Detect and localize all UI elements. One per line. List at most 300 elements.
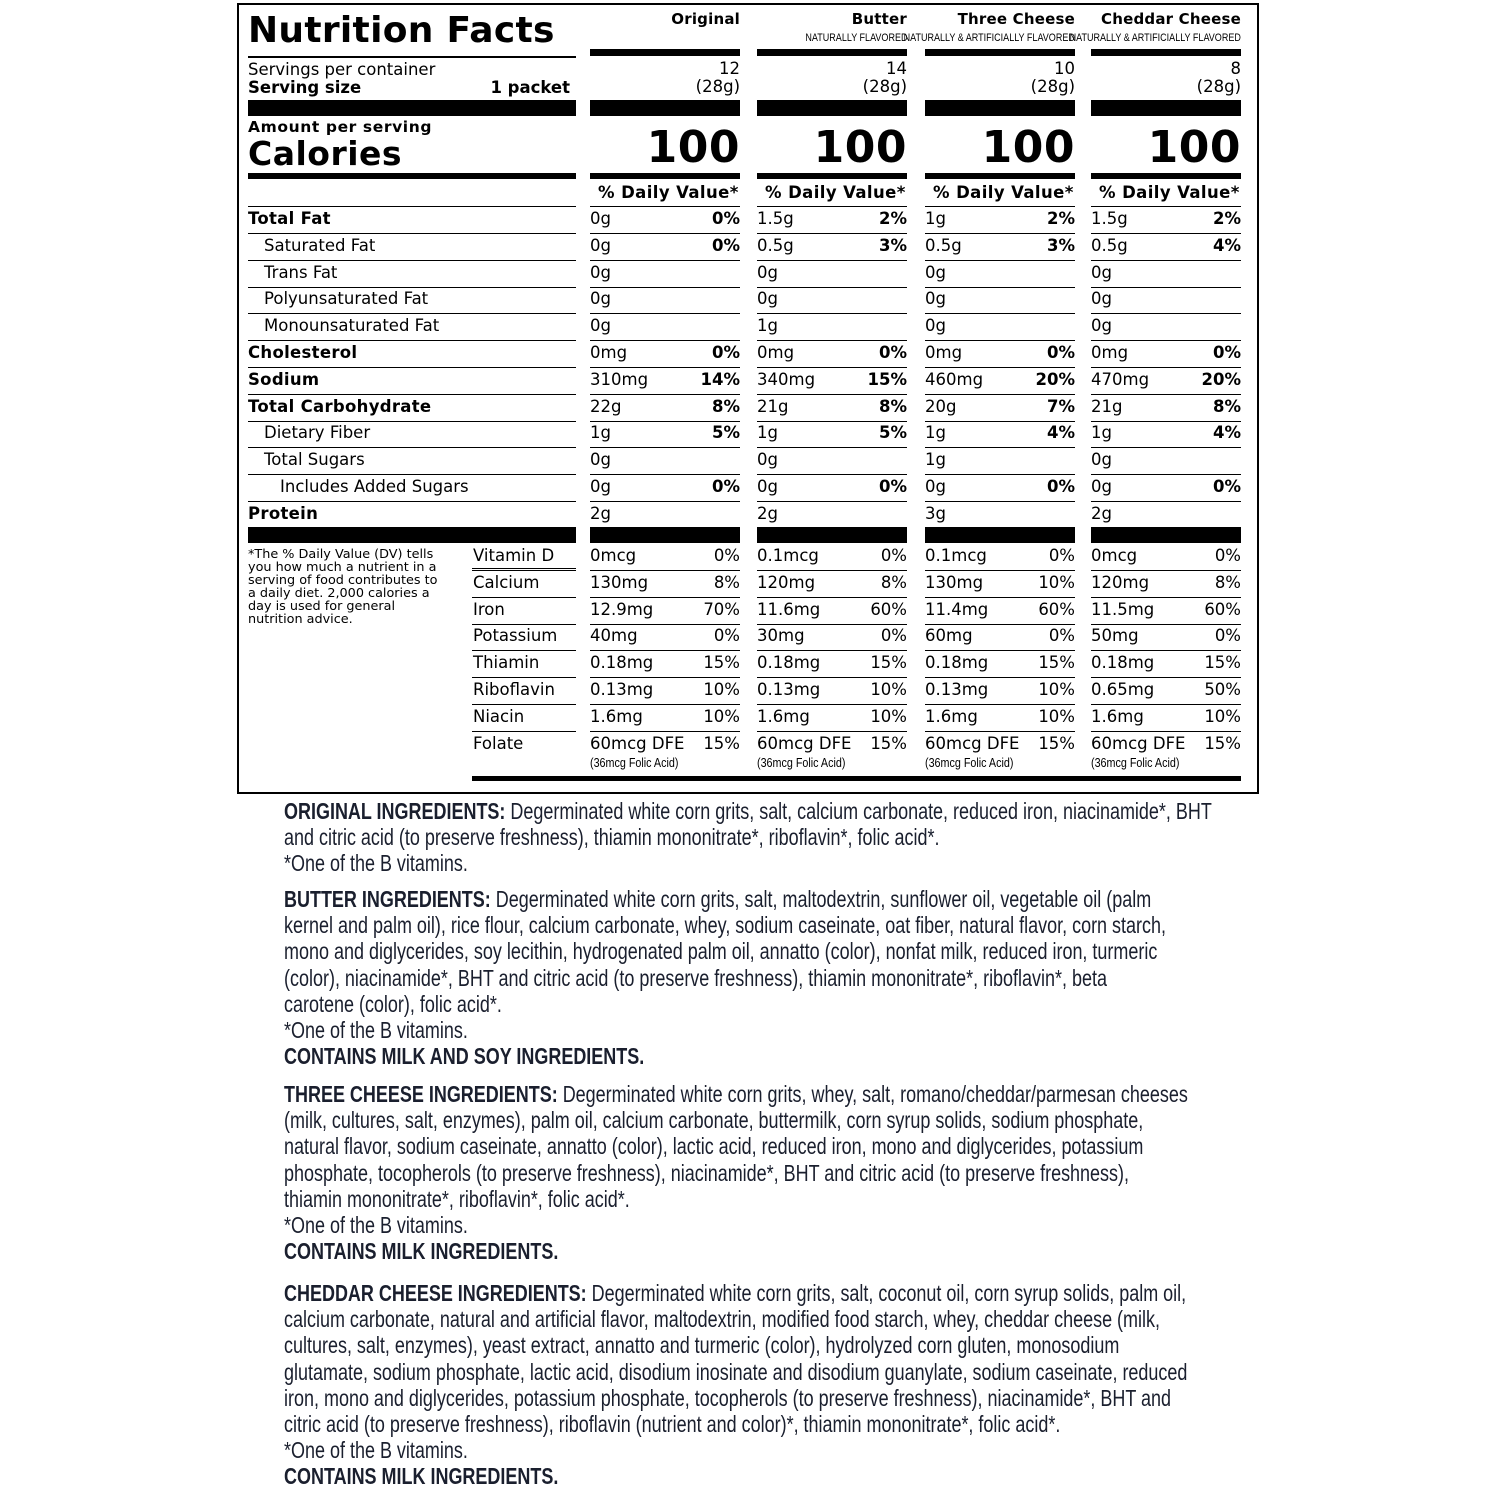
calories-rule (757, 173, 907, 179)
vitamin-daily-value: 10% (703, 680, 740, 699)
allergen-statement: CONTAINS MILK INGREDIENTS. (284, 1463, 559, 1490)
servings-count: 12 (719, 59, 740, 78)
nutrient-amount: 1.5g (757, 209, 794, 228)
vitamin-daily-value: 0% (1048, 626, 1075, 646)
daily-value-header: % Daily Value* (765, 183, 906, 202)
ingredients-heading: ORIGINAL INGREDIENTS: (284, 798, 506, 824)
nutrient-daily-value: 2% (1046, 209, 1075, 228)
vitamin-name: Potassium (473, 626, 558, 646)
vitamin-daily-value: 10% (703, 706, 740, 726)
ingredients-line (284, 798, 1217, 824)
row-rule (925, 287, 1075, 288)
nutrient-name: Total Sugars (264, 450, 365, 470)
row-rule (1091, 501, 1241, 502)
nutrient-amount: 1.5g (1091, 209, 1128, 228)
row-rule (590, 260, 740, 261)
nutrient-name: Total Fat (248, 209, 331, 228)
product-flavor-note: NATURALLY & ARTIFICIALLY FLAVORED (903, 32, 1075, 44)
serving-size-value: 1 packet (490, 78, 570, 97)
ingredients-text: natural flavor, sodium caseinate, annatto (color), lactic acid, reduced iron, mono and diglycerides, potassium (284, 1133, 1144, 1160)
row-rule (590, 501, 740, 502)
ingredients-block-2 (284, 1081, 1217, 1264)
nutrient-amount: 0g (590, 316, 611, 336)
vitamin-daily-value: 10% (1204, 706, 1241, 726)
ingredients-block-1 (284, 886, 1217, 1069)
nutrient-daily-value: 0% (878, 477, 907, 496)
vitamin-amount: 0mcg (1091, 546, 1138, 565)
product-title-rule (757, 49, 907, 56)
nutrient-name: Monounsaturated Fat (264, 316, 440, 336)
folic-acid-note: (36mcg Folic Acid) (757, 756, 846, 770)
vitamin-daily-value: 15% (703, 653, 740, 673)
vitamin-amount: 0.1mcg (757, 546, 819, 565)
row-rule (1091, 260, 1241, 261)
vitamin-amount: 130mg (590, 572, 649, 592)
nutrient-amount: 0g (1091, 450, 1112, 470)
servings-per-container-label: Servings per container (248, 60, 436, 79)
servings-count: 8 (1230, 59, 1241, 78)
amount-per-serving-label: Amount per serving (248, 118, 433, 136)
vitamin-amount: 130mg (925, 572, 984, 592)
product-column-1 (757, 0, 907, 790)
vitamin-name: Calcium (473, 572, 540, 592)
ingredients-line (284, 1160, 1217, 1186)
servings-per-container (863, 60, 907, 96)
ingredients-text: *One of the B vitamins. (284, 1212, 468, 1239)
dv-rule (248, 206, 576, 207)
nutrient-amount: 0mg (1091, 343, 1129, 362)
ingredients-line (284, 1081, 1217, 1107)
ingredients-text: Degerminated white corn grits, salt, coconut oil, corn syrup solids, palm oil, (586, 1280, 1187, 1306)
nutrient-daily-value: 2% (1212, 209, 1241, 228)
product-column-3 (1069, 0, 1241, 790)
ingredients-line (284, 938, 1217, 964)
vitamin-amount: 0.65mg (1091, 680, 1155, 699)
nutrient-amount: 1g (590, 423, 611, 443)
nutrient-name: Includes Added Sugars (280, 477, 469, 496)
nutrient-daily-value: 8% (878, 396, 907, 416)
vitamin-daily-value: 8% (1214, 572, 1241, 592)
ingredients-line (284, 824, 1217, 850)
ingredients-heading: BUTTER INGREDIENTS: (284, 886, 491, 912)
nutrient-daily-value: 8% (711, 396, 740, 416)
ingredients-text: *One of the B vitamins. (284, 850, 468, 877)
nutrient-amount: 2g (590, 503, 611, 523)
nutrient-daily-value: 0% (711, 209, 740, 228)
dv-rule (925, 206, 1075, 207)
nutrient-name: Saturated Fat (264, 235, 376, 255)
nutrient-amount: 0g (590, 209, 611, 228)
nutrient-daily-value: 0% (1046, 477, 1075, 496)
serving-weight: (28g) (695, 77, 740, 96)
product-name: Original (671, 10, 740, 28)
row-rule (1091, 447, 1241, 448)
serving-size (248, 78, 570, 98)
ingredients-block-0 (284, 798, 1217, 877)
calories-rule (590, 173, 740, 179)
ingredients-line (284, 1186, 1217, 1212)
vitamin-daily-value: 10% (1038, 706, 1075, 726)
vitamin-daily-value: 10% (1038, 680, 1075, 699)
row-rule (757, 260, 907, 261)
row-rule (925, 313, 1075, 314)
vitamin-amount: 0mcg (590, 546, 637, 565)
nutrient-daily-value: 0% (1046, 343, 1075, 362)
ingredients-line (284, 965, 1217, 991)
vitamin-daily-value: 60% (870, 599, 907, 619)
nutrient-daily-value: 4% (1212, 423, 1241, 443)
vitamin-daily-value: 70% (703, 599, 740, 619)
nutrient-amount: 0.5g (1091, 235, 1128, 255)
nutrient-daily-value: 0% (1212, 477, 1241, 496)
nutrient-name: Trans Fat (264, 262, 338, 282)
vitamin-daily-value: 0% (1214, 626, 1241, 646)
daily-value-header: % Daily Value* (598, 183, 739, 202)
serving-weight: (28g) (1030, 77, 1075, 96)
vitamin-amount: 1.6mg (1091, 706, 1144, 726)
product-column-0 (590, 0, 740, 790)
nutrient-amount: 460mg (925, 369, 984, 389)
serving-weight: (28g) (1196, 77, 1241, 96)
nutrient-amount: 22g (590, 396, 622, 416)
ingredients-text: iron, mono and diglycerides, potassium phosphate, tocopherols (to preserve freshness), niacinamide*, BHT and (284, 1384, 1172, 1411)
row-rule (757, 501, 907, 502)
vitamin-amount: 11.4mg (925, 599, 989, 619)
ingredients-text: cultures, salt, enzymes), yeast extract, annatto and turmeric (color), hydrolyzed corn gluten, monosodium (284, 1332, 1120, 1359)
daily-value-header: % Daily Value* (933, 183, 1074, 202)
nutrient-name: Protein (248, 503, 319, 523)
nutrient-amount: 0g (757, 289, 778, 309)
protein-rule (248, 527, 576, 543)
row-rule (757, 447, 907, 448)
vitamin-name: Niacin (473, 706, 525, 726)
servings-count: 10 (1054, 59, 1075, 78)
title-rule (248, 56, 576, 58)
nutrient-amount: 0g (757, 477, 778, 496)
ingredients-text: thiamin mononitrate*, riboflavin*, folic acid*. (284, 1185, 630, 1212)
row-rule (757, 313, 907, 314)
nutrient-daily-value: 0% (711, 477, 740, 496)
calories-value: 100 (646, 122, 740, 173)
calories-rule (925, 173, 1075, 179)
ingredients-line (284, 912, 1217, 938)
nutrient-amount: 0mg (925, 343, 963, 362)
vitamin-amount: 60mcg DFE (925, 733, 1020, 753)
product-name: Three Cheese (957, 10, 1075, 28)
nutrient-amount: 0g (925, 289, 946, 309)
vitamin-amount: 11.5mg (1091, 599, 1155, 619)
ingredients-line (284, 1359, 1217, 1385)
row-rule (925, 447, 1075, 448)
servings-per-container (696, 60, 740, 96)
nutrient-daily-value: 8% (1212, 396, 1241, 416)
nutrient-amount: 0.5g (925, 235, 962, 255)
vitamin-amount: 30mg (757, 626, 805, 646)
calories-rule (248, 173, 576, 179)
nutrient-amount: 0mg (590, 343, 628, 362)
ingredients-text: Degerminated white corn grits, salt, calcium carbonate, reduced iron, niacinamide*, BHT (505, 798, 1212, 824)
nutrient-name: Sodium (248, 369, 320, 389)
vitamin-daily-value: 0% (713, 626, 740, 646)
ingredients-text: citric acid (to preserve freshness), riboflavin (nutrient and color)*, thiamin mononitrate*, folic acid*. (284, 1411, 1061, 1438)
thick-rule (925, 100, 1075, 116)
vitamin-daily-value: 15% (1204, 653, 1241, 673)
ingredients-line (284, 1306, 1217, 1332)
servings-per-container (1197, 60, 1241, 96)
dv-rule (590, 206, 740, 207)
vitamin-amount: 1.6mg (590, 706, 643, 726)
nutrient-amount: 1g (925, 423, 946, 443)
vitamin-amount: 60mcg DFE (1091, 733, 1186, 753)
vitamin-daily-value: 0% (880, 546, 907, 565)
folic-acid-note: (36mcg Folic Acid) (1091, 756, 1180, 770)
vitamin-amount: 50mg (1091, 626, 1139, 646)
nutrient-amount: 0g (1091, 316, 1112, 336)
thick-rule (1091, 100, 1241, 116)
nutrient-amount: 0g (925, 316, 946, 336)
nutrient-amount: 3g (925, 503, 946, 523)
ingredients-text: Degerminated white corn grits, salt, maltodextrin, sunflower oil, vegetable oil (palm (490, 886, 1152, 912)
ingredients-block-3 (284, 1280, 1217, 1490)
nutrient-daily-value: 15% (867, 369, 907, 389)
nutrient-daily-value: 14% (700, 369, 740, 389)
nutrient-daily-value: 0% (711, 235, 740, 255)
vitamin-daily-value: 15% (870, 653, 907, 673)
product-flavor-note: NATURALLY FLAVORED (804, 32, 907, 44)
thick-rule (590, 100, 740, 116)
nutrient-daily-value: 5% (711, 423, 740, 443)
vitamin-amount: 0.13mg (590, 680, 654, 699)
nutrient-amount: 0g (1091, 262, 1112, 282)
daily-value-header: % Daily Value* (1099, 183, 1240, 202)
daily-value-footnote: *The % Daily Value (DV) tells you how much a nutrient in a serving of food contributes to a daily diet. 2,000 calories a day is used for general nutrition advice. (248, 547, 438, 627)
nutrient-name: Polyunsaturated Fat (264, 289, 429, 309)
dv-rule (1091, 206, 1241, 207)
ingredients-line (284, 850, 1217, 876)
nutrient-daily-value: 20% (1035, 369, 1075, 389)
product-title-rule (590, 49, 740, 56)
vitamin-amount: 40mg (590, 626, 638, 646)
ingredients-line (284, 1133, 1217, 1159)
protein-rule (925, 527, 1075, 543)
vitamin-daily-value: 0% (713, 546, 740, 565)
nutrient-daily-value: 2% (878, 209, 907, 228)
ingredients-line (284, 1437, 1217, 1463)
product-column-2 (903, 0, 1075, 790)
vitamin-amount: 0.18mg (757, 653, 821, 673)
vitamin-daily-value: 15% (1038, 733, 1075, 753)
folic-acid-note: (36mcg Folic Acid) (590, 756, 679, 770)
nutrient-daily-value: 4% (1046, 423, 1075, 443)
row-rule (1091, 287, 1241, 288)
nutrient-amount: 0g (590, 289, 611, 309)
vitamin-amount: 1.6mg (757, 706, 810, 726)
nutrient-daily-value: 5% (878, 423, 907, 443)
serving-size-label: Serving size (248, 78, 362, 97)
nutrient-name: Dietary Fiber (264, 423, 371, 443)
nutrient-amount: 0.5g (757, 235, 794, 255)
ingredients-text: carotene (color), folic acid*. (284, 990, 502, 1017)
product-name: Butter (851, 10, 907, 28)
row-rule (757, 287, 907, 288)
vitamin-amount: 0.18mg (1091, 653, 1155, 673)
servings-per-container (1031, 60, 1075, 96)
ingredients-text: calcium carbonate, natural and artificial flavor, maltodextrin, modified food starch, whey, cheddar cheese (milk, (284, 1306, 1160, 1333)
nutrient-daily-value: 0% (711, 343, 740, 362)
vitamin-name: Thiamin (473, 653, 540, 673)
row-rule (590, 447, 740, 448)
vitamin-daily-value: 10% (870, 680, 907, 699)
nutrient-amount: 20g (925, 396, 957, 416)
row-rule (925, 260, 1075, 261)
thick-rule (757, 100, 907, 116)
ingredients-text: kernel and palm oil), rice flour, calcium carbonate, whey, sodium caseinate, oat fiber, natural flavor, corn starch, (284, 912, 1166, 939)
ingredients-heading: THREE CHEESE INGREDIENTS: (284, 1081, 558, 1107)
servings-count: 14 (886, 59, 907, 78)
vitamin-amount: 0.18mg (925, 653, 989, 673)
vitamin-amount: 60mcg DFE (590, 733, 685, 753)
vitamin-daily-value: 10% (870, 706, 907, 726)
nutrient-amount: 310mg (590, 369, 649, 389)
vitamin-daily-value: 60% (1038, 599, 1075, 619)
product-name: Cheddar Cheese (1100, 10, 1241, 28)
nutrient-amount: 0mg (757, 343, 795, 362)
nutrient-amount: 0g (925, 477, 946, 496)
nutrient-amount: 340mg (757, 369, 816, 389)
nutrient-daily-value: 3% (1046, 235, 1075, 255)
row-rule (590, 287, 740, 288)
vitamin-amount: 12.9mg (590, 599, 654, 619)
product-flavor-note: NATURALLY & ARTIFICIALLY FLAVORED (1069, 32, 1241, 44)
ingredients-text: (color), niacinamide*, BHT and citric acid (to preserve freshness), thiamin mononitrate*, riboflavin*, beta (284, 964, 1108, 991)
ingredients-line (284, 1017, 1217, 1043)
nutrient-daily-value: 0% (878, 343, 907, 362)
calories-label: Calories (248, 134, 403, 173)
ingredients-line (284, 1332, 1217, 1358)
nutrient-amount: 1g (925, 450, 946, 470)
nutrient-amount: 2g (1091, 503, 1112, 523)
nutrient-amount: 0g (590, 262, 611, 282)
vitamin-daily-value: 15% (1204, 733, 1241, 753)
allergen-statement: CONTAINS MILK AND SOY INGREDIENTS. (284, 1043, 645, 1070)
vitamin-daily-value: 60% (1204, 599, 1241, 619)
nutrient-amount: 21g (1091, 396, 1123, 416)
vitamin-daily-value: 15% (870, 733, 907, 753)
protein-rule (1091, 527, 1241, 543)
ingredients-text: mono and diglycerides, soy lecithin, hydrogenated palm oil, annatto (color), nonfat milk, reduced iron, turmeric (284, 938, 1158, 965)
nutrient-amount: 0g (757, 262, 778, 282)
nutrient-amount: 0g (590, 450, 611, 470)
ingredients-text: *One of the B vitamins. (284, 1017, 468, 1044)
calories-rule (1091, 173, 1241, 179)
vitamin-amount: 0.1mcg (925, 546, 987, 565)
nutrient-amount: 1g (925, 209, 946, 228)
nutrient-amount: 0g (925, 262, 946, 282)
nutrient-amount: 1g (757, 316, 778, 336)
vitamin-daily-value: 0% (880, 626, 907, 646)
ingredients-line (284, 991, 1217, 1017)
vitamin-name: Folate (473, 733, 524, 753)
vitamin-daily-value: 50% (1204, 680, 1241, 699)
nutrient-amount: 21g (757, 396, 789, 416)
folic-acid-note: (36mcg Folic Acid) (925, 756, 1014, 770)
vitamin-name: Iron (473, 599, 505, 619)
vitamin-daily-value: 15% (1038, 653, 1075, 673)
ingredients-line (284, 1107, 1217, 1133)
nutrient-daily-value: 4% (1212, 235, 1241, 255)
row-rule (590, 313, 740, 314)
nutrient-amount: 0g (1091, 477, 1112, 496)
vitamin-amount: 120mg (757, 572, 816, 592)
calories-value: 100 (981, 122, 1075, 173)
nutrient-name: Cholesterol (248, 343, 358, 362)
vitamin-daily-value: 0% (1048, 546, 1075, 565)
allergen-statement: CONTAINS MILK INGREDIENTS. (284, 1238, 559, 1265)
product-title-rule (1091, 49, 1241, 56)
ingredients-line (284, 886, 1217, 912)
nutrient-daily-value: 3% (878, 235, 907, 255)
nutrient-daily-value: 20% (1201, 369, 1241, 389)
vitamin-daily-value: 10% (1038, 572, 1075, 592)
vitamin-daily-value: 0% (1214, 546, 1241, 565)
ingredients-text: phosphate, tocopherols (to preserve freshness), niacinamide*, BHT and citric acid (to preserve freshness), (284, 1159, 1130, 1186)
product-title-rule (925, 49, 1075, 56)
nutrient-name: Total Carbohydrate (248, 396, 432, 416)
vitamin-amount: 0.18mg (590, 653, 654, 673)
vitamin-amount: 11.6mg (757, 599, 821, 619)
vitamin-amount: 0.13mg (925, 680, 989, 699)
vitamin-daily-value: 8% (880, 572, 907, 592)
nutrient-amount: 0g (757, 450, 778, 470)
ingredients-text: Degerminated white corn grits, whey, salt, romano/cheddar/parmesan cheeses (557, 1081, 1188, 1107)
nutrient-amount: 1g (1091, 423, 1112, 443)
vitamin-name: Riboflavin (473, 680, 555, 699)
thick-rule (248, 100, 576, 116)
vitamin-amount: 60mg (925, 626, 973, 646)
ingredients-text: *One of the B vitamins. (284, 1437, 468, 1464)
nutrient-amount: 470mg (1091, 369, 1150, 389)
calories-value: 100 (1147, 122, 1241, 173)
protein-rule (757, 527, 907, 543)
row-rule (925, 501, 1075, 502)
ingredients-line (284, 1411, 1217, 1437)
vitamin-daily-value: 15% (703, 733, 740, 753)
protein-rule (590, 527, 740, 543)
nutrient-amount: 0g (590, 235, 611, 255)
ingredients-text: and citric acid (to preserve freshness), thiamin mononitrate*, riboflavin*, folic acid*. (284, 824, 940, 851)
ingredients-line (284, 1280, 1217, 1306)
label-title: Nutrition Facts (248, 10, 555, 51)
row-rule (1091, 313, 1241, 314)
nutrient-daily-value: 7% (1046, 396, 1075, 416)
nutrient-amount: 2g (757, 503, 778, 523)
serving-weight: (28g) (862, 77, 907, 96)
ingredients-heading: CHEDDAR CHEESE INGREDIENTS: (284, 1280, 587, 1306)
vitamin-amount: 60mcg DFE (757, 733, 852, 753)
ingredients-text: glutamate, sodium phosphate, lactic acid, disodium inosinate and disodium guanylate, sodium caseinate, reduced (284, 1358, 1188, 1385)
dv-rule (757, 206, 907, 207)
vitamin-amount: 0.13mg (757, 680, 821, 699)
ingredients-text: (milk, cultures, salt, enzymes), palm oil, calcium carbonate, buttermilk, corn syrup solids, sodium phosphate, (284, 1107, 1144, 1134)
nutrient-amount: 0g (1091, 289, 1112, 309)
vitamin-daily-value: 8% (713, 572, 740, 592)
nutrient-amount: 1g (757, 423, 778, 443)
ingredients-line (284, 1212, 1217, 1238)
calories-value: 100 (813, 122, 907, 173)
nutrient-amount: 0g (590, 477, 611, 496)
ingredients-line (284, 1385, 1217, 1411)
vitamin-amount: 1.6mg (925, 706, 978, 726)
